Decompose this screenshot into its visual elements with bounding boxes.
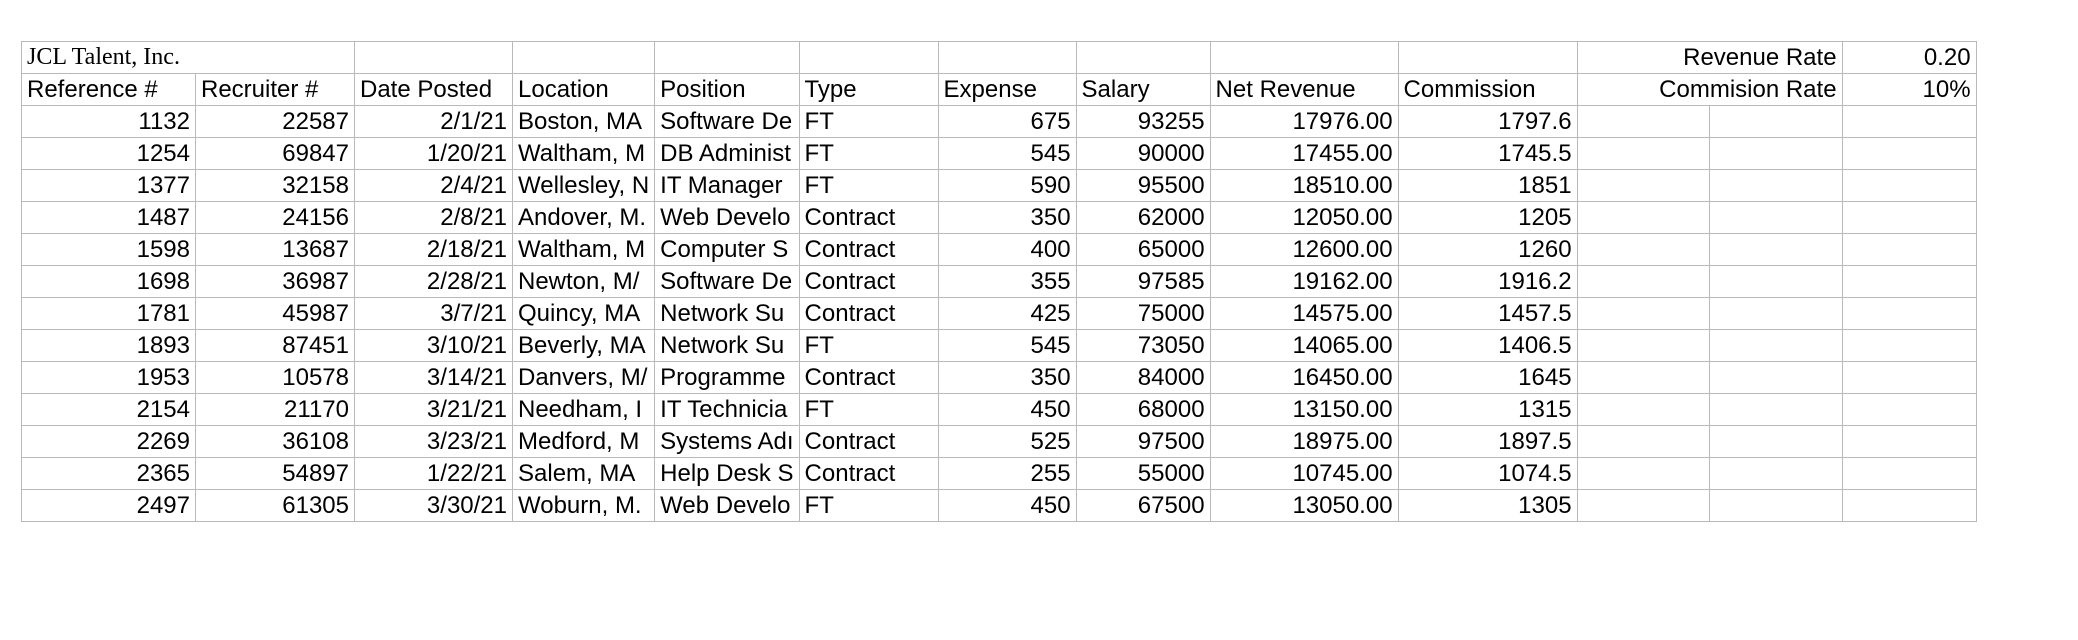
reference-cell[interactable]: 1377 <box>22 170 196 202</box>
position-cell[interactable]: IT Technicia <box>655 394 799 426</box>
empty-cell[interactable] <box>1842 490 1976 522</box>
expense-cell[interactable]: 425 <box>938 298 1076 330</box>
recruiter-cell[interactable]: 54897 <box>196 458 355 490</box>
net-revenue-cell[interactable]: 17976.00 <box>1210 106 1398 138</box>
net-revenue-cell[interactable]: 16450.00 <box>1210 362 1398 394</box>
header-position[interactable]: Position <box>655 74 799 106</box>
title-row <box>22 42 1977 74</box>
empty-cell[interactable] <box>655 42 799 74</box>
commission-rate-value-cell[interactable]: 10% <box>1842 74 1976 106</box>
empty-cell[interactable] <box>1577 202 1709 234</box>
type-cell[interactable]: Contract <box>799 298 938 330</box>
location-cell[interactable]: Waltham, M <box>513 234 655 266</box>
recruiter-cell[interactable]: 36108 <box>196 426 355 458</box>
table-row <box>22 458 1977 490</box>
empty-cell[interactable] <box>1709 394 1842 426</box>
empty-cell[interactable] <box>1709 106 1842 138</box>
empty-cell[interactable] <box>1577 458 1709 490</box>
position-cell[interactable]: Network Su <box>655 330 799 362</box>
reference-cell[interactable]: 1698 <box>22 266 196 298</box>
header-date-posted[interactable]: Date Posted <box>355 74 513 106</box>
salary-cell[interactable]: 73050 <box>1076 330 1210 362</box>
empty-cell[interactable] <box>1577 266 1709 298</box>
table-row <box>22 266 1977 298</box>
empty-cell[interactable] <box>1577 394 1709 426</box>
recruiter-cell[interactable]: 24156 <box>196 202 355 234</box>
date-posted-cell[interactable]: 2/1/21 <box>355 106 513 138</box>
date-posted-cell[interactable]: 2/4/21 <box>355 170 513 202</box>
expense-cell[interactable]: 350 <box>938 362 1076 394</box>
type-cell[interactable]: Contract <box>799 266 938 298</box>
empty-cell[interactable] <box>1842 202 1976 234</box>
empty-cell[interactable] <box>1709 458 1842 490</box>
salary-cell[interactable]: 93255 <box>1076 106 1210 138</box>
date-posted-cell[interactable]: 1/22/21 <box>355 458 513 490</box>
type-cell[interactable]: FT <box>799 330 938 362</box>
empty-cell[interactable] <box>1577 170 1709 202</box>
revenue-rate-label-cell[interactable]: Revenue Rate <box>1577 42 1842 74</box>
salary-cell[interactable]: 55000 <box>1076 458 1210 490</box>
empty-cell[interactable] <box>1709 362 1842 394</box>
header-row <box>22 74 1977 106</box>
revenue-rate-value-cell[interactable]: 0.20 <box>1842 42 1976 74</box>
empty-cell[interactable] <box>1709 170 1842 202</box>
empty-cell[interactable] <box>1709 138 1842 170</box>
empty-cell[interactable] <box>1709 234 1842 266</box>
expense-cell[interactable]: 590 <box>938 170 1076 202</box>
header-recruiter[interactable]: Recruiter # <box>196 74 355 106</box>
date-posted-cell[interactable]: 3/14/21 <box>355 362 513 394</box>
location-cell[interactable]: Medford, M <box>513 426 655 458</box>
net-revenue-cell[interactable]: 14065.00 <box>1210 330 1398 362</box>
header-reference[interactable]: Reference # <box>22 74 196 106</box>
empty-cell[interactable] <box>1577 330 1709 362</box>
recruiter-cell[interactable]: 32158 <box>196 170 355 202</box>
table-row <box>22 490 1977 522</box>
commission-cell[interactable]: 1897.5 <box>1398 426 1577 458</box>
reference-cell[interactable]: 2269 <box>22 426 196 458</box>
salary-cell[interactable]: 75000 <box>1076 298 1210 330</box>
empty-cell[interactable] <box>1709 426 1842 458</box>
reference-cell[interactable]: 1132 <box>22 106 196 138</box>
type-cell[interactable]: Contract <box>799 362 938 394</box>
empty-cell[interactable] <box>1210 42 1398 74</box>
empty-cell[interactable] <box>1709 298 1842 330</box>
empty-cell[interactable] <box>1842 234 1976 266</box>
commission-rate-label-cell[interactable]: Commision Rate <box>1577 74 1842 106</box>
net-revenue-cell[interactable]: 14575.00 <box>1210 298 1398 330</box>
table-row <box>22 170 1977 202</box>
header-net-revenue[interactable]: Net Revenue <box>1210 74 1398 106</box>
reference-cell[interactable]: 2497 <box>22 490 196 522</box>
position-cell[interactable]: Programme <box>655 362 799 394</box>
reference-cell[interactable]: 1953 <box>22 362 196 394</box>
commission-cell[interactable]: 1315 <box>1398 394 1577 426</box>
table-row <box>22 330 1977 362</box>
recruiter-cell[interactable]: 36987 <box>196 266 355 298</box>
empty-cell[interactable] <box>1076 42 1210 74</box>
empty-cell[interactable] <box>1842 138 1976 170</box>
empty-cell[interactable] <box>1577 138 1709 170</box>
location-cell[interactable]: Waltham, M <box>513 138 655 170</box>
commission-cell[interactable]: 1745.5 <box>1398 138 1577 170</box>
empty-cell[interactable] <box>1709 490 1842 522</box>
table-row <box>22 394 1977 426</box>
header-type[interactable]: Type <box>799 74 938 106</box>
location-cell[interactable]: Beverly, MA <box>513 330 655 362</box>
net-revenue-cell[interactable]: 19162.00 <box>1210 266 1398 298</box>
commission-cell[interactable]: 1797.6 <box>1398 106 1577 138</box>
empty-cell[interactable] <box>1842 106 1976 138</box>
salary-cell[interactable]: 65000 <box>1076 234 1210 266</box>
expense-cell[interactable]: 255 <box>938 458 1076 490</box>
location-cell[interactable]: Andover, M. <box>513 202 655 234</box>
empty-cell[interactable] <box>355 42 513 74</box>
date-posted-cell[interactable]: 3/23/21 <box>355 426 513 458</box>
expense-cell[interactable]: 675 <box>938 106 1076 138</box>
commission-cell[interactable]: 1851 <box>1398 170 1577 202</box>
commission-cell[interactable]: 1916.2 <box>1398 266 1577 298</box>
company-title-cell[interactable]: JCL Talent, Inc. <box>22 42 355 74</box>
commission-cell[interactable]: 1205 <box>1398 202 1577 234</box>
empty-cell[interactable] <box>1842 266 1976 298</box>
position-cell[interactable]: Computer S <box>655 234 799 266</box>
salary-cell[interactable]: 68000 <box>1076 394 1210 426</box>
empty-cell[interactable] <box>513 42 655 74</box>
table-row <box>22 234 1977 266</box>
empty-cell[interactable] <box>1709 266 1842 298</box>
date-posted-cell[interactable]: 3/30/21 <box>355 490 513 522</box>
recruiter-cell[interactable]: 21170 <box>196 394 355 426</box>
reference-cell[interactable]: 1893 <box>22 330 196 362</box>
date-posted-cell[interactable]: 2/8/21 <box>355 202 513 234</box>
net-revenue-cell[interactable]: 13150.00 <box>1210 394 1398 426</box>
position-cell[interactable]: DB Administ <box>655 138 799 170</box>
empty-cell[interactable] <box>1577 234 1709 266</box>
date-posted-cell[interactable]: 3/21/21 <box>355 394 513 426</box>
net-revenue-cell[interactable]: 10745.00 <box>1210 458 1398 490</box>
type-cell[interactable]: FT <box>799 138 938 170</box>
table-row <box>22 106 1977 138</box>
empty-cell[interactable] <box>1842 298 1976 330</box>
expense-cell[interactable]: 450 <box>938 394 1076 426</box>
type-cell[interactable]: Contract <box>799 458 938 490</box>
recruiter-cell[interactable]: 69847 <box>196 138 355 170</box>
location-cell[interactable]: Needham, I <box>513 394 655 426</box>
empty-cell[interactable] <box>938 42 1076 74</box>
salary-cell[interactable]: 62000 <box>1076 202 1210 234</box>
position-cell[interactable]: Help Desk S <box>655 458 799 490</box>
commission-cell[interactable]: 1645 <box>1398 362 1577 394</box>
type-cell[interactable]: FT <box>799 394 938 426</box>
reference-cell[interactable]: 2154 <box>22 394 196 426</box>
table-row <box>22 426 1977 458</box>
empty-cell[interactable] <box>1709 202 1842 234</box>
empty-cell[interactable] <box>1842 426 1976 458</box>
commission-cell[interactable]: 1305 <box>1398 490 1577 522</box>
reference-cell[interactable]: 1598 <box>22 234 196 266</box>
location-cell[interactable]: Wellesley, N <box>513 170 655 202</box>
net-revenue-cell[interactable]: 12050.00 <box>1210 202 1398 234</box>
recruiter-cell[interactable]: 61305 <box>196 490 355 522</box>
reference-cell[interactable]: 1487 <box>22 202 196 234</box>
empty-cell[interactable] <box>1398 42 1577 74</box>
salary-cell[interactable]: 95500 <box>1076 170 1210 202</box>
type-cell[interactable]: Contract <box>799 234 938 266</box>
location-cell[interactable]: Salem, MA <box>513 458 655 490</box>
net-revenue-cell[interactable]: 13050.00 <box>1210 490 1398 522</box>
empty-cell[interactable] <box>1577 298 1709 330</box>
location-cell[interactable]: Danvers, M/ <box>513 362 655 394</box>
recruiter-cell[interactable]: 45987 <box>196 298 355 330</box>
location-cell[interactable]: Woburn, M. <box>513 490 655 522</box>
salary-cell[interactable]: 67500 <box>1076 490 1210 522</box>
location-cell[interactable]: Quincy, MA <box>513 298 655 330</box>
table-row <box>22 362 1977 394</box>
empty-cell[interactable] <box>1842 394 1976 426</box>
empty-cell[interactable] <box>1577 362 1709 394</box>
position-cell[interactable]: Software De <box>655 266 799 298</box>
empty-cell[interactable] <box>1709 330 1842 362</box>
empty-cell[interactable] <box>1842 170 1976 202</box>
position-cell[interactable]: Web Develo <box>655 202 799 234</box>
type-cell[interactable]: FT <box>799 490 938 522</box>
type-cell[interactable]: Contract <box>799 202 938 234</box>
empty-cell[interactable] <box>799 42 938 74</box>
header-location[interactable]: Location <box>513 74 655 106</box>
date-posted-cell[interactable]: 2/18/21 <box>355 234 513 266</box>
date-posted-cell[interactable]: 1/20/21 <box>355 138 513 170</box>
table-row <box>22 138 1977 170</box>
date-posted-cell[interactable]: 3/10/21 <box>355 330 513 362</box>
net-revenue-cell[interactable]: 18510.00 <box>1210 170 1398 202</box>
salary-cell[interactable]: 84000 <box>1076 362 1210 394</box>
position-cell[interactable]: Software De <box>655 106 799 138</box>
recruiter-cell[interactable]: 22587 <box>196 106 355 138</box>
empty-cell[interactable] <box>1842 362 1976 394</box>
recruiter-cell[interactable]: 87451 <box>196 330 355 362</box>
expense-cell[interactable]: 525 <box>938 426 1076 458</box>
empty-cell[interactable] <box>1842 458 1976 490</box>
expense-cell[interactable]: 355 <box>938 266 1076 298</box>
type-cell[interactable]: FT <box>799 170 938 202</box>
expense-cell[interactable]: 350 <box>938 202 1076 234</box>
recruiter-cell[interactable]: 13687 <box>196 234 355 266</box>
type-cell[interactable]: FT <box>799 106 938 138</box>
commission-cell[interactable]: 1074.5 <box>1398 458 1577 490</box>
empty-cell[interactable] <box>1842 330 1976 362</box>
expense-cell[interactable]: 545 <box>938 138 1076 170</box>
spreadsheet-table <box>21 41 1977 522</box>
reference-cell[interactable]: 2365 <box>22 458 196 490</box>
reference-cell[interactable]: 1254 <box>22 138 196 170</box>
salary-cell[interactable]: 97585 <box>1076 266 1210 298</box>
salary-cell[interactable]: 90000 <box>1076 138 1210 170</box>
net-revenue-cell[interactable]: 17455.00 <box>1210 138 1398 170</box>
header-salary[interactable]: Salary <box>1076 74 1210 106</box>
commission-cell[interactable]: 1457.5 <box>1398 298 1577 330</box>
date-posted-cell[interactable]: 3/7/21 <box>355 298 513 330</box>
commission-cell[interactable]: 1406.5 <box>1398 330 1577 362</box>
expense-cell[interactable]: 450 <box>938 490 1076 522</box>
date-posted-cell[interactable]: 2/28/21 <box>355 266 513 298</box>
position-cell[interactable]: IT Manager <box>655 170 799 202</box>
table-row <box>22 298 1977 330</box>
expense-cell[interactable]: 545 <box>938 330 1076 362</box>
header-expense[interactable]: Expense <box>938 74 1076 106</box>
empty-cell[interactable] <box>1577 426 1709 458</box>
commission-cell[interactable]: 1260 <box>1398 234 1577 266</box>
empty-cell[interactable] <box>1577 490 1709 522</box>
net-revenue-cell[interactable]: 12600.00 <box>1210 234 1398 266</box>
location-cell[interactable]: Boston, MA <box>513 106 655 138</box>
position-cell[interactable]: Systems Adı <box>655 426 799 458</box>
position-cell[interactable]: Web Develo <box>655 490 799 522</box>
salary-cell[interactable]: 97500 <box>1076 426 1210 458</box>
net-revenue-cell[interactable]: 18975.00 <box>1210 426 1398 458</box>
recruiter-cell[interactable]: 10578 <box>196 362 355 394</box>
expense-cell[interactable]: 400 <box>938 234 1076 266</box>
location-cell[interactable]: Newton, M/ <box>513 266 655 298</box>
header-commission[interactable]: Commission <box>1398 74 1577 106</box>
position-cell[interactable]: Network Su <box>655 298 799 330</box>
table-row <box>22 202 1977 234</box>
empty-cell[interactable] <box>1577 106 1709 138</box>
reference-cell[interactable]: 1781 <box>22 298 196 330</box>
type-cell[interactable]: Contract <box>799 426 938 458</box>
